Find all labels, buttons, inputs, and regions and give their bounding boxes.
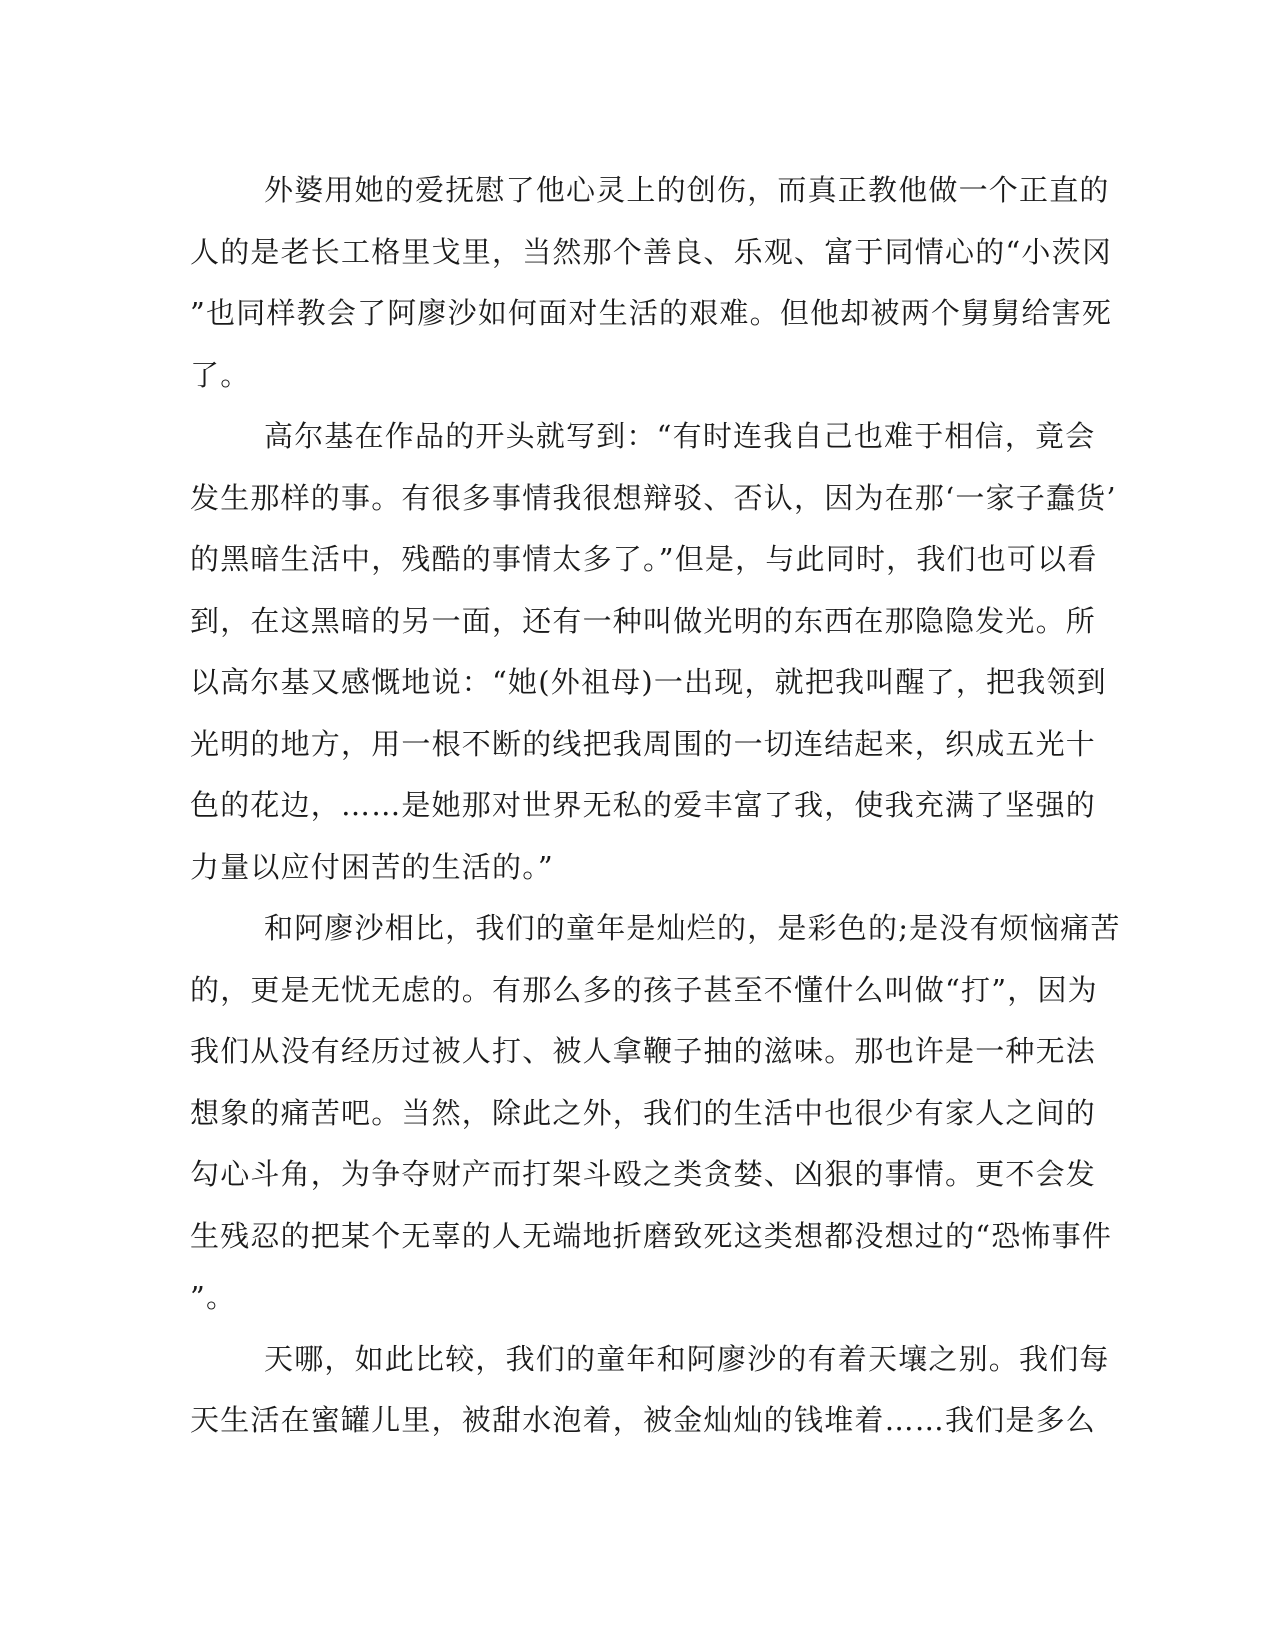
text-line: 和阿廖沙相比，我们的童年是灿烂的，是彩色的;是没有烦恼痛苦	[264, 911, 1121, 945]
text-line: 光明的地方，用一根不断的线把我周围的一切连结起来，织成五光十	[190, 726, 1097, 761]
text-line: 人的是老长工格里戈里，当然那个善良、乐观、富于同情心的“小茨冈	[190, 234, 1113, 269]
text-line: 想象的痛苦吧。当然，除此之外，我们的生活中也很少有家人之间的	[190, 1095, 1097, 1130]
text-line: ”。	[190, 1280, 237, 1314]
text-line: 了。	[190, 357, 251, 392]
paragraph	[190, 406, 1117, 898]
text-line: 外婆用她的爱抚慰了他心灵上的创伤，而真正教他做一个正直的	[264, 173, 1110, 207]
text-line: 的，更是无忧无虑的。有那么多的孩子甚至不懂什么叫做“打”，因为	[190, 972, 1098, 1007]
text-line: 色的花边，……是她那对世界无私的爱丰富了我，使我充满了坚强的	[190, 788, 1097, 822]
text-line: 我们从没有经历过被人打、被人拿鞭子抽的滋味。那也许是一种无法	[190, 1034, 1097, 1068]
text-line: 生残忍的把某个无辜的人无端地折磨致死这类想都没想过的“恐怖事件	[190, 1218, 1113, 1253]
text-line: 力量以应付困苦的生活的。”	[190, 849, 554, 884]
text-line: 到，在这黑暗的另一面，还有一种叫做光明的东西在那隐隐发光。所	[190, 603, 1097, 638]
text-line: 高尔基在作品的开头就写到：“有时连我自己也难于相信，竟会	[264, 419, 1096, 453]
text-line: 的黑暗生活中，残酷的事情太多了。”但是，与此同时，我们也可以看	[190, 542, 1098, 576]
text-line: 以高尔基又感慨地说：“她(外祖母)一出现，就把我叫醒了，把我领到	[190, 665, 1107, 699]
text-line: ”也同样教会了阿廖沙如何面对生活的艰难。但他却被两个舅舅给害死	[190, 296, 1113, 330]
text-line: 天哪，如此比较，我们的童年和阿廖沙的有着天壤之别。我们每	[264, 1341, 1110, 1376]
text-line: 天生活在蜜罐儿里，被甜水泡着，被金灿灿的钱堆着……我们是多么	[190, 1403, 1097, 1437]
text-line: 勾心斗角，为争夺财产而打架斗殴之类贪婪、凶狠的事情。更不会发	[190, 1157, 1097, 1191]
paragraph	[190, 898, 1121, 1329]
paragraph	[190, 1329, 1110, 1452]
document-body	[190, 160, 1121, 1452]
text-line: 发生那样的事。有很多事情我很想辩驳、否认，因为在那‘一家子蠢货’	[190, 480, 1117, 515]
paragraph	[190, 160, 1113, 406]
